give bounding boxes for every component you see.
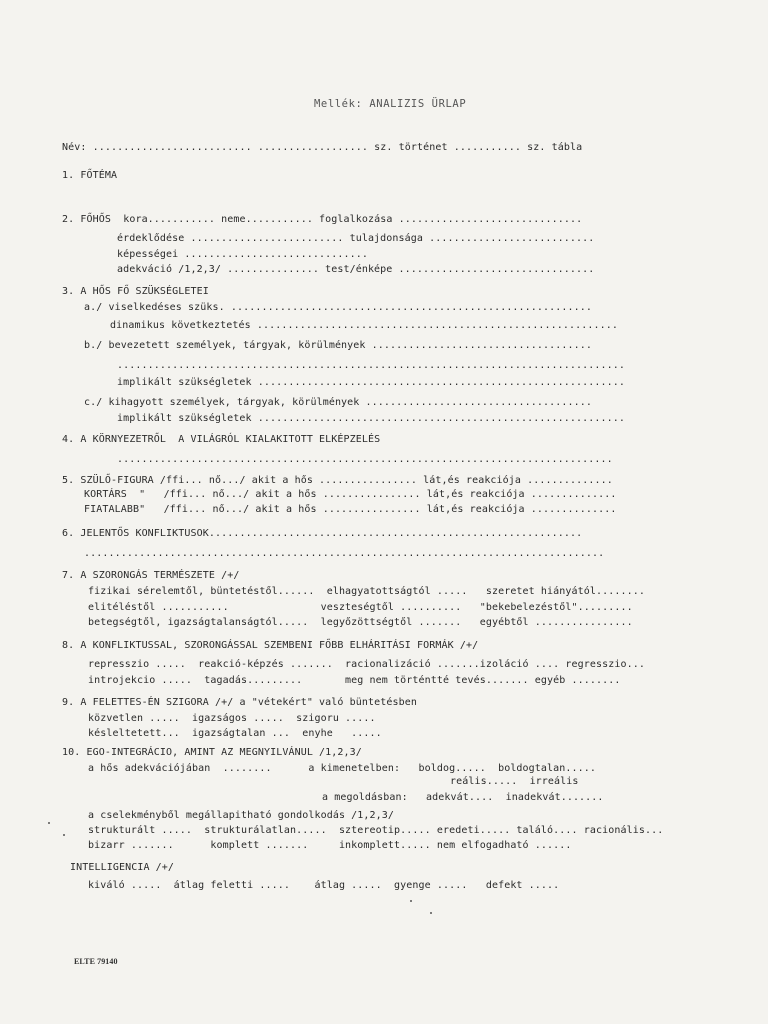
scan-speck (410, 900, 412, 902)
section-3-line: a./ viselkedéses szüks. ........................................................... (84, 302, 593, 313)
section-3-line: ................................................................................... (117, 360, 626, 371)
section-9-heading: 9. A FELETTES-ÉN SZIGORA /+/ a "vétekért" való büntetésben (62, 697, 417, 708)
scan-speck (63, 834, 65, 836)
section-7-line: elitéléstől ........... veszteségtől .......... "bekebelezéstől"......... (88, 602, 633, 613)
section-9-line: késleltetett... igazságtalan ... enyhe ..... (88, 728, 382, 739)
section-9-line: közvetlen ..... igazságos ..... szigoru ..... (88, 713, 376, 724)
section-7-line: fizikai sérelemtől, büntetéstől...... elhagyatottságtól ..... szeretet hiányától........ (88, 586, 645, 597)
section-10-line: a megoldásban: adekvát.... inadekvát....... (322, 792, 604, 803)
section-2-heading: 2. FŐHŐS kora........... neme........... foglalkozása .............................. (62, 214, 583, 225)
section-10-line: strukturált ..... strukturálatlan..... sztereotip..... eredeti..... találó.... racionális... (88, 825, 664, 836)
section-10-line: bizarr ....... komplett ....... inkomplett..... nem elfogadható ...... (88, 840, 572, 851)
section-8-heading: 8. A KONFLIKTUSSAL, SZORONGÁSSAL SZEMBENI FŐBB ELHÁRITÁSI FORMÁK /+/ (62, 640, 479, 651)
section-5-line: KORTÁRS " /ffi... nő.../ akit a hős ................ lát,és reakciója .............. (84, 489, 617, 500)
section-7-heading: 7. A SZORONGÁS TERMÉSZETE /+/ (62, 570, 240, 581)
scan-speck (48, 822, 50, 824)
section-4-heading: 4. A KÖRNYEZETRŐL A VILÁGRÓL KIALAKITOTT ELKÉPZELÉS (62, 434, 381, 445)
intelligencia-heading: INTELLIGENCIA /+/ (70, 862, 175, 873)
scan-speck (430, 912, 432, 914)
section-10-line: a hős adekvációjában ........ a kimenetelben: boldog..... boldogtalan..... (88, 763, 597, 774)
section-3-line: b./ bevezetett személyek, tárgyak, körülmények .................................... (84, 340, 593, 351)
section-6-line: ..................................................................................... (84, 548, 605, 559)
section-2-line: képességei .............................. (117, 249, 368, 260)
section-3-line: implikált szükségletek ............................................................ (117, 377, 626, 388)
section-3-heading: 3. A HŐS FŐ SZÜKSÉGLETEI (62, 286, 209, 297)
section-5-line: 5. SZÜLŐ-FIGURA /ffi... nő.../ akit a hős ................ lát,és reakciója .............. (62, 475, 613, 486)
section-10-line: reális..... irreális (450, 776, 579, 787)
section-7-line: betegségtől, igazságtalanságtól..... legyőzöttségtől ....... egyébtől ................ (88, 617, 633, 628)
name-line: Név: .......................... .................. sz. történet ........... sz. tábla (62, 142, 583, 153)
section-3-line: implikált szükségletek ............................................................ (117, 413, 626, 424)
section-3-line: dinamikus következtetés ........................................................... (110, 320, 619, 331)
section-2-line: érdeklődése ......................... tulajdonsága ........................... (117, 233, 595, 244)
section-5-line: FIATALABB" /ffi... nő.../ akit a hős ................ lát,és reakciója .............. (84, 504, 617, 515)
section-8-line: introjekcio ..... tagadás......... meg nem történtté tevés....... egyéb ........ (88, 675, 621, 686)
form-title: Mellék: ANALIZIS ÜRLAP (314, 98, 467, 110)
section-3-line: c./ kihagyott személyek, tárgyak, körülmények ..................................... (84, 397, 593, 408)
section-1-heading: 1. FŐTÉMA (62, 170, 118, 181)
section-10-line: a cselekményből megállapitható gondolkodás /1,2,3/ (88, 810, 395, 821)
section-8-line: represszio ..... reakció-képzés ....... racionalizáció .......izoláció .... regresszio... (88, 659, 645, 670)
section-10-heading: 10. EGO-INTEGRÁCIO, AMINT AZ MEGNYILVÁNUL /1,2,3/ (62, 747, 362, 758)
intelligencia-line: kiváló ..... átlag feletti ..... átlag ..... gyenge ..... defekt ..... (88, 880, 560, 891)
footer-code: ELTE 79140 (74, 957, 118, 966)
section-6-heading: 6. JELENTŐS KONFLIKTUSOK............................................................. (62, 528, 583, 539)
section-4-line: ................................................................................. (117, 454, 613, 465)
section-2-line: adekváció /1,2,3/ ............... test/énképe ................................ (117, 264, 595, 275)
